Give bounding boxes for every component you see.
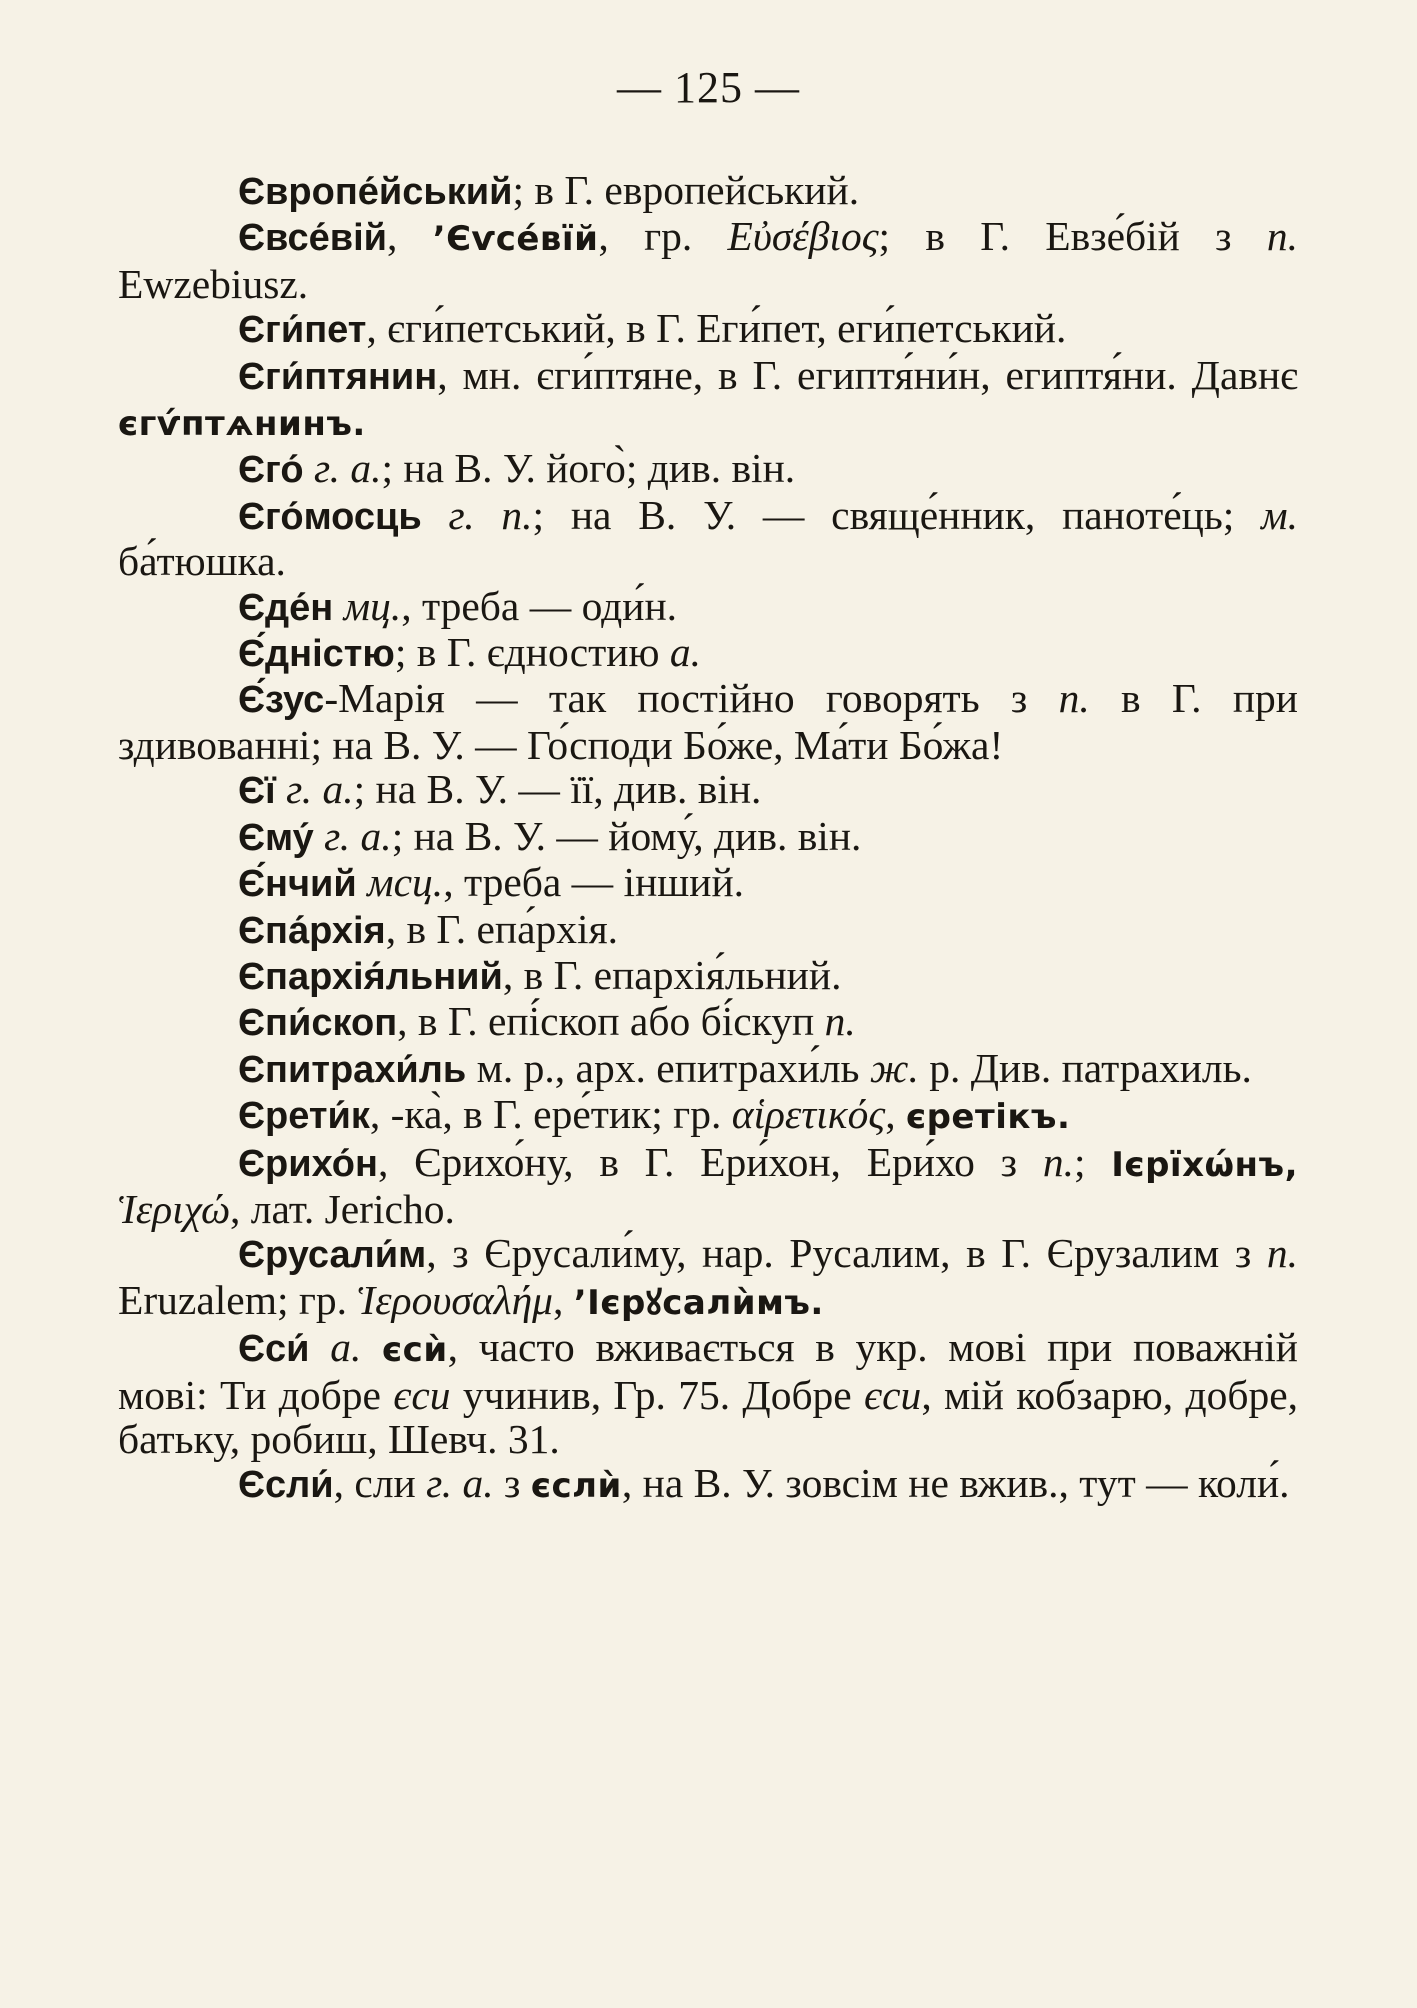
entry-text: , мн. єги́птяне, в Г. египтя́ни́н, египтя́ни. Давнє bbox=[437, 351, 1298, 398]
entry-headword: Єпа́рхія bbox=[238, 909, 386, 952]
entry-greek-form: Εὐσέβιος bbox=[727, 213, 879, 260]
entry-headword: Єги́пет bbox=[238, 309, 367, 352]
dictionary-entry bbox=[118, 1046, 1298, 1092]
dictionary-entry bbox=[118, 907, 1298, 953]
entry-headword: Євсе́вій bbox=[238, 217, 387, 260]
entry-greek-form: αἱρετικός bbox=[731, 1091, 886, 1138]
entry-text: р. Див. патрахиль. bbox=[918, 1044, 1252, 1091]
entry-text: , в Г. епі́скоп або бі́скуп bbox=[397, 998, 825, 1045]
entry-abbreviation: п. bbox=[1266, 213, 1298, 260]
entry-abbreviation: єси bbox=[393, 1371, 451, 1418]
entry-text: Ewzebiusz. bbox=[118, 260, 309, 307]
entry-greek-form: Ἱεριχώ bbox=[118, 1185, 231, 1232]
entry-text: ; bbox=[1073, 1138, 1112, 1185]
entry-headword: Єси́ bbox=[238, 1328, 310, 1371]
entry-abbreviation: м. bbox=[1261, 491, 1299, 538]
entry-abbreviation: п. bbox=[1266, 1230, 1298, 1277]
entry-text: , з Єрусали́му, нар. Русалим, в Г. Єрузалим з bbox=[426, 1230, 1267, 1277]
entry-text bbox=[357, 859, 367, 905]
entry-headword: Єму́ bbox=[238, 816, 314, 859]
entry-headword: Єго́ bbox=[238, 449, 304, 492]
entry-headword: Єрихо́н bbox=[238, 1142, 378, 1185]
entry-text: , часто вживається в укр. мові при поважній мові: Ти добре bbox=[118, 1324, 1299, 1418]
entry-headword: Єрусали́м bbox=[238, 1234, 427, 1277]
entry-text: з bbox=[493, 1460, 531, 1507]
entry-text: , лат. Jericho. bbox=[230, 1185, 455, 1232]
entry-abbreviation: мсц. bbox=[367, 859, 444, 906]
entry-text: , на В. У. зовсім не вжив., тут — коли́. bbox=[621, 1460, 1290, 1507]
entry-slavonic-form: єслѝ bbox=[530, 1466, 622, 1507]
dictionary-entry bbox=[118, 676, 1298, 767]
entry-headword: Є́зус bbox=[238, 679, 325, 722]
entry-headword: Єпи́скоп bbox=[238, 1002, 398, 1045]
entry-text: , єги́петський, в Г. Еги́пет, еги́петський. bbox=[366, 305, 1067, 352]
entry-text bbox=[314, 813, 324, 859]
dictionary-entry bbox=[118, 353, 1298, 447]
dictionary-entry bbox=[118, 1092, 1298, 1139]
entry-text: -Марія — так постійно говорять з bbox=[324, 675, 1059, 722]
entry-text: , в Г. епархія́льний. bbox=[502, 951, 842, 998]
entry-abbreviation: г. а. bbox=[426, 1460, 494, 1507]
dictionary-entry bbox=[118, 1140, 1298, 1232]
entry-text: ; в Г. єдностию bbox=[394, 629, 670, 676]
entry-text bbox=[333, 583, 343, 629]
entry-slavonic-form: ’Єѵсе́вїй bbox=[432, 219, 599, 260]
dictionary-entry bbox=[118, 493, 1298, 584]
dictionary-entry bbox=[118, 214, 1298, 306]
entry-text: , треба — інший. bbox=[443, 859, 745, 906]
entry-text bbox=[276, 766, 286, 812]
dictionary-entry bbox=[118, 999, 1298, 1045]
entry-text: , bbox=[387, 213, 433, 260]
entry-abbreviation: г. а. bbox=[313, 445, 382, 492]
entry-slavonic-form: єгѵ́птѧнинъ. bbox=[118, 404, 366, 445]
entry-text: , сли bbox=[333, 1460, 427, 1507]
dictionary-entry bbox=[118, 860, 1298, 906]
entry-headword: Є́нчий bbox=[238, 863, 357, 906]
entry-text: ; в Г. европейський. bbox=[512, 167, 860, 213]
entry-text: ; на В. У. — свяще́нник, паноте́ць; bbox=[532, 491, 1262, 538]
entry-text: , треба — оди́н. bbox=[401, 582, 678, 629]
entry-text: , мій кобзарю, добре, батьку, робиш, Шевч. 31. bbox=[118, 1371, 1299, 1462]
entry-text: , в Г. епа́рхія. bbox=[385, 905, 619, 952]
entries-list bbox=[118, 168, 1298, 1509]
entry-text: ; на В. У. — її, див. він. bbox=[353, 766, 762, 813]
entry-headword: Єпитрахи́ль bbox=[238, 1048, 467, 1091]
dictionary-entry bbox=[118, 446, 1298, 492]
entry-abbreviation: г. а. bbox=[324, 812, 392, 859]
entry-abbreviation: п. bbox=[1058, 675, 1090, 722]
entry-headword: Єї bbox=[238, 770, 276, 813]
dictionary-entry bbox=[118, 814, 1298, 860]
entry-greek-form: Ἱερουσαλήμ bbox=[357, 1276, 554, 1323]
dictionary-entry bbox=[118, 1461, 1298, 1508]
entry-text: , bbox=[553, 1276, 574, 1323]
dictionary-entry bbox=[118, 168, 1298, 214]
entry-text bbox=[422, 492, 449, 538]
entry-abbreviation: ж. bbox=[869, 1044, 919, 1091]
entry-text bbox=[304, 445, 314, 491]
entry-abbreviation: а. bbox=[669, 629, 701, 676]
dictionary-entry bbox=[118, 1325, 1298, 1461]
entry-slavonic-form: єсѝ bbox=[382, 1330, 448, 1371]
entry-abbreviation: п. bbox=[824, 998, 856, 1045]
entry-abbreviation: єси bbox=[864, 1371, 922, 1418]
entry-abbreviation: п. bbox=[1042, 1138, 1074, 1185]
entry-text bbox=[310, 1324, 331, 1370]
entry-text: ; на В. У. його̀; див. він. bbox=[381, 445, 796, 492]
entry-text: , гр. bbox=[598, 213, 728, 260]
entry-text: учинив, Гр. 75. Добре bbox=[450, 1371, 865, 1418]
entry-headword: Єсли́ bbox=[238, 1464, 334, 1507]
entry-headword: Єде́н bbox=[238, 586, 334, 629]
entry-text: ; на В. У. — йому́, див. він. bbox=[391, 812, 862, 859]
page-number: — 125 — bbox=[617, 63, 800, 112]
dictionary-entry bbox=[118, 767, 1298, 813]
entry-text: ; в Г. Евзе́бій з bbox=[878, 213, 1267, 260]
dictionary-entry bbox=[118, 630, 1298, 676]
entry-headword: Європе́йський bbox=[238, 171, 513, 213]
entry-slavonic-form: ’Ієрꙋсалѝмъ. bbox=[573, 1282, 824, 1323]
entry-headword: Єрети́к bbox=[238, 1095, 370, 1138]
entry-headword: Є́дністю bbox=[238, 633, 395, 676]
entry-abbreviation: г. п. bbox=[448, 491, 533, 538]
entry-text: в Г. при здивованні; на В. У. — Го́споди Бо́же, Ма́ти Бо́жа! bbox=[118, 675, 1298, 768]
entry-text: , -ка̀, в Г. ере́тик; гр. bbox=[369, 1091, 732, 1138]
entry-abbreviation: г. а. bbox=[286, 766, 354, 813]
entry-text: м. р., арх. епитрахи́ль bbox=[466, 1044, 870, 1091]
entry-text: , bbox=[885, 1091, 906, 1138]
dictionary-entry bbox=[118, 584, 1298, 630]
entry-headword: Єги́птянин bbox=[238, 355, 438, 398]
entry-slavonic-form: єретікъ. bbox=[905, 1097, 1071, 1138]
entry-text: , Єрихо́ну, в Г. Ери́хон, Ери́хо з bbox=[377, 1138, 1043, 1185]
entry-text: ба́тюшка. bbox=[118, 538, 286, 585]
entry-text bbox=[361, 1324, 382, 1370]
entry-text: Eruzalem; гр. bbox=[118, 1276, 358, 1323]
entry-slavonic-form: Ієрїхѡ́нъ, bbox=[1111, 1144, 1299, 1185]
entry-abbreviation: а. bbox=[330, 1324, 362, 1371]
dictionary-entry bbox=[118, 306, 1298, 352]
dictionary-entry bbox=[118, 1231, 1298, 1325]
entry-abbreviation: мц. bbox=[343, 582, 402, 629]
dictionary-entry bbox=[118, 953, 1298, 999]
entry-headword: Єпархія́льний bbox=[238, 955, 503, 998]
entry-headword: Єго́мосць bbox=[238, 495, 422, 538]
